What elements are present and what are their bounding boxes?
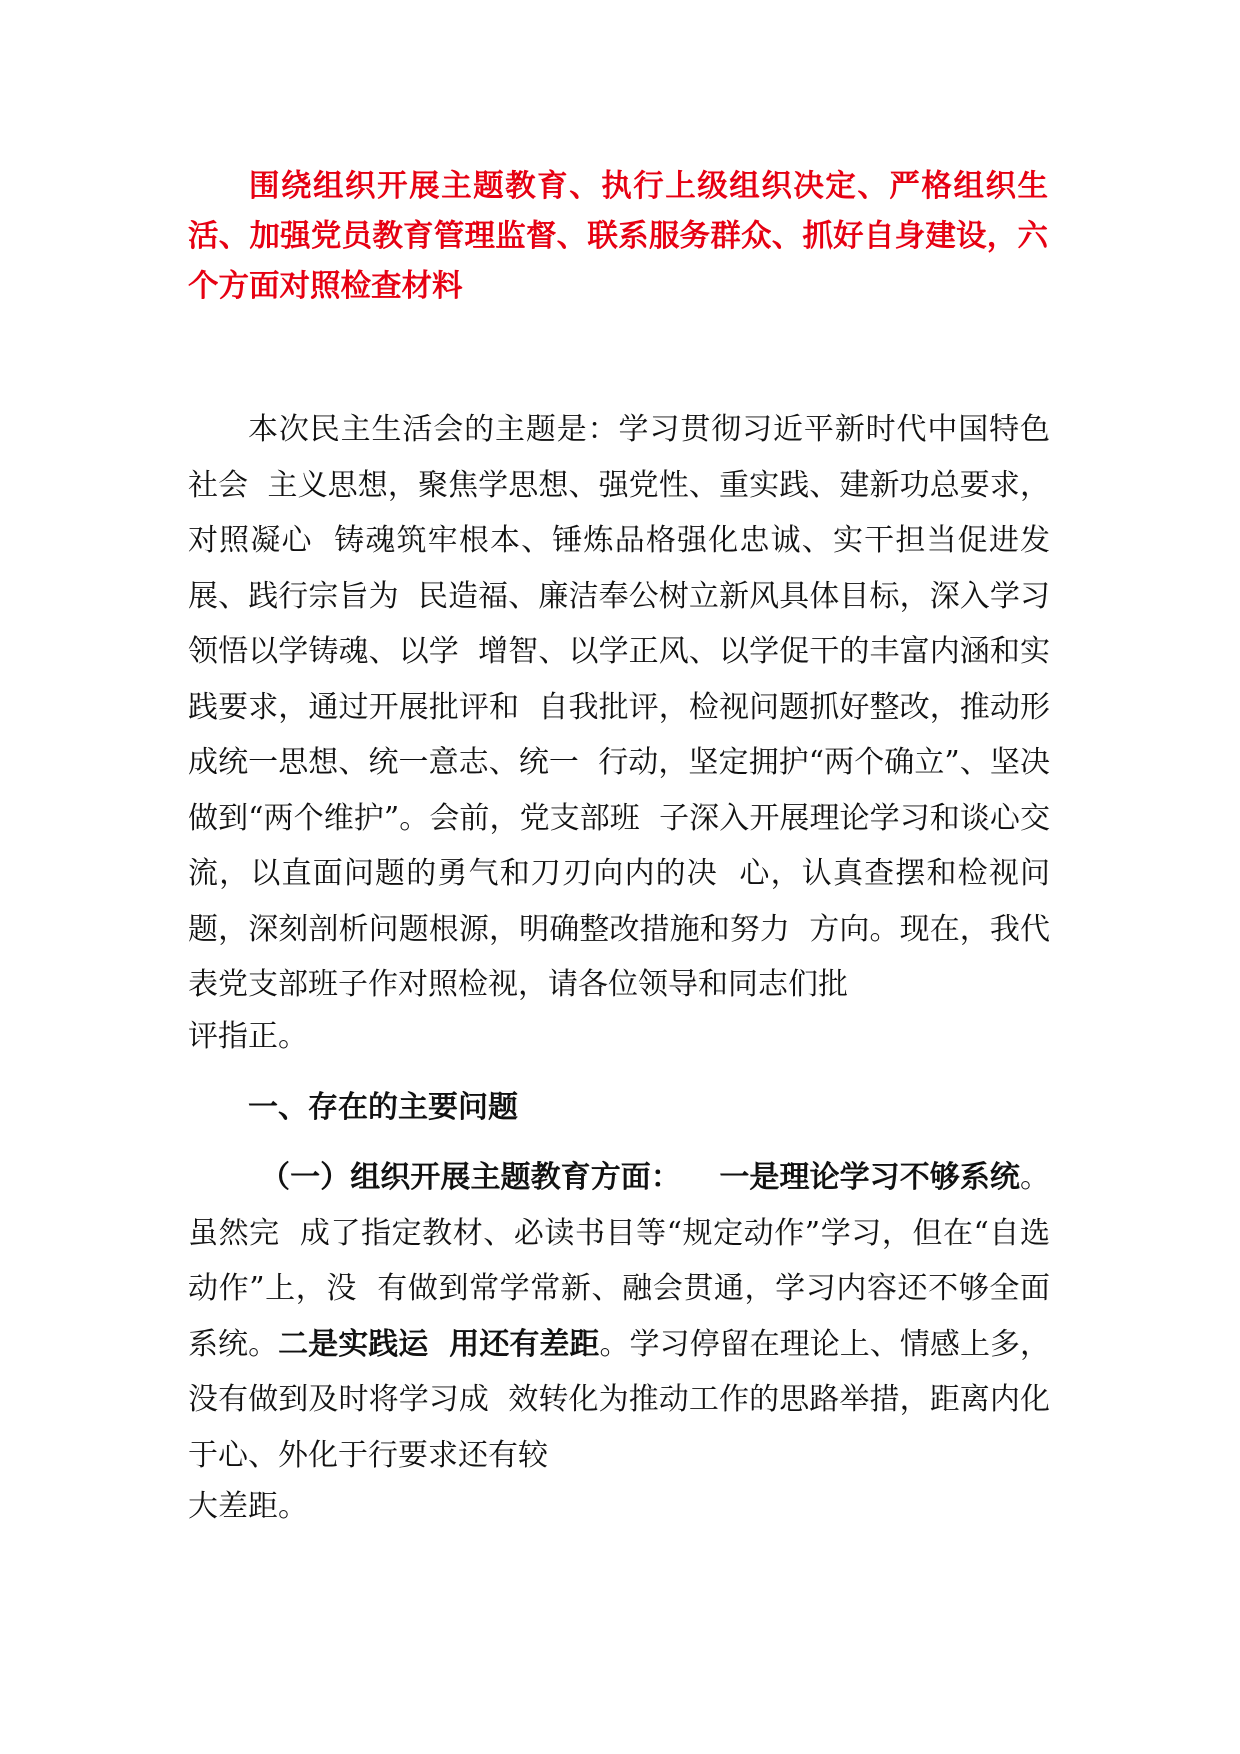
section-body-paragraph [188,1150,1050,1531]
intro-paragraph [188,402,1050,1061]
point-one-body: 。虽然完 成了指定教材、必读书目等“规定动作”学习，但在“自选动作”上，没 有做到常学常新、融会贯通，学习内容还不够全面系统。 [188,1160,1051,1362]
section-heading: 一、存在的主要问题 [248,1090,518,1125]
point-one-lead: 一是理论学习不够系统 [719,1160,1021,1195]
point-two-body: 。学习停留在理论上、情感上多，没有做到及时将学习成 效转化为推动工作的思路举措，距离内化于心、外化于行要求还有较 [188,1326,1051,1473]
document-title: 围绕组织开展主题教育、执行上级组织决定、严格组织生活、加强党员教育管理监督、联系服务群众、抓好自身建设，六个方面对照检查材料 [188,169,1048,304]
intro-body: 本次民主生活会的主题是：学习贯彻习近平新时代中国特色社会 主义思想，聚焦学思想、强党性、重实践、建新功总要求，对照凝心 铸魂筑牢根本、锤炼品格强化忠诚、实干担当促进发展、践行宗旨为 民造福、廉洁奉公树立新风具体目标，深入学习领悟以学铸魂、以学 增智、以学正风、以学促干的丰富内涵和实践要求，通过开展批评和 自我批评，检视问题抓好整改，推动形成统一思想、统一意志、统一 行动，坚定拥护“两个确立”、坚决做到“两个维护”。会前，党支部班 子深入开展理论学习和谈心交流，以直面问题的勇气和刀刃向内的决 心，认真查摆和检视问题，深刻剖析问题根源，明确整改措施和努力 方向。现在，我代表党支部班子作对照检视，请各位领导和同志们批 [188,412,1050,1002]
intro-tail: 评指正。 [188,1018,308,1054]
subsection-gap [681,1160,719,1195]
point-two-lead: 二是实践运 用还有差距 [278,1326,600,1362]
section-tail: 大差距。 [188,1489,308,1524]
subsection-heading: （一）组织开展主题教育方面： [260,1160,681,1195]
